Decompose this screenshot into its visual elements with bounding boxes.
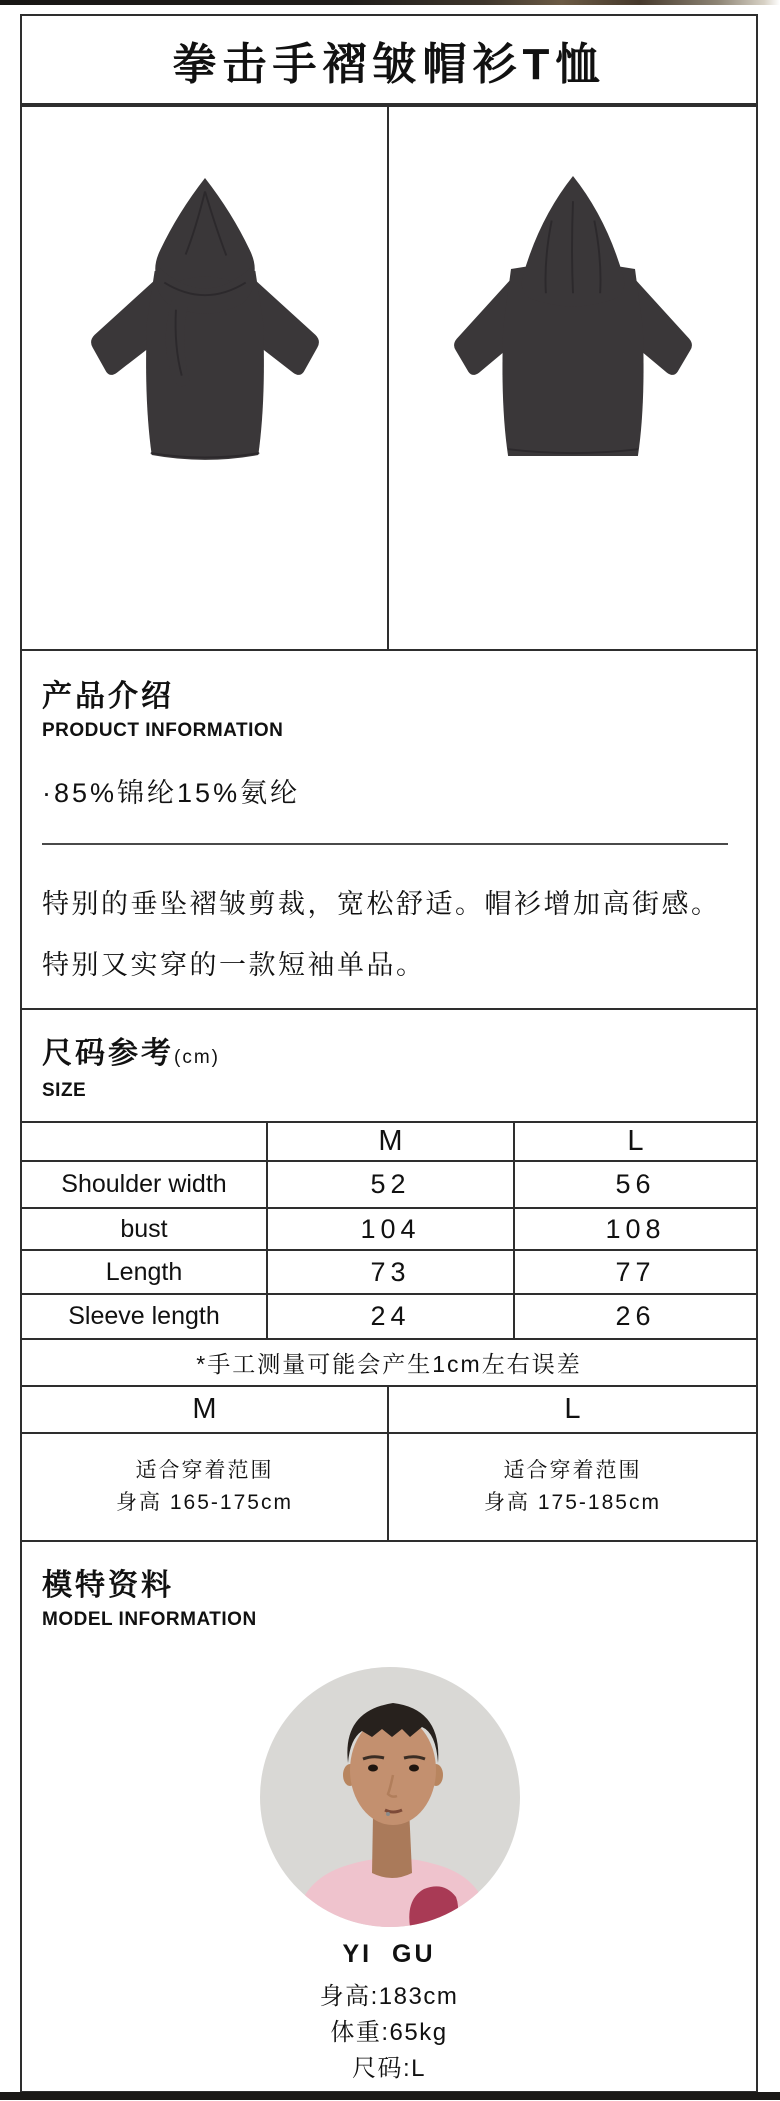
bottom-photo-strip [0, 2092, 780, 2100]
product-image-area [22, 107, 756, 651]
fit-col-header-m: M [22, 1387, 389, 1434]
size-heading-unit: (cm) [174, 1047, 220, 1068]
material-text: ·85%锦纶15%氨纶 [42, 778, 301, 808]
fit-table [22, 1387, 756, 1542]
model-height: 身高:183cm [319, 1983, 459, 2010]
row-label-shoulder: Shoulder width [22, 1162, 268, 1209]
bust-l-value: 108 [515, 1209, 756, 1251]
model-photo [260, 1667, 520, 1927]
product-title: 拳击手褶皱帽衫T恤 [172, 39, 606, 89]
row-label-bust: bust [22, 1209, 268, 1251]
model-name: YI GU [342, 1940, 436, 1968]
bust-m-value: 104 [268, 1209, 515, 1251]
product-image-front-cell [22, 107, 389, 649]
row-label-length: Length [22, 1251, 268, 1295]
fit-range-l [389, 1434, 756, 1542]
fit-col-header-l: L [389, 1387, 756, 1434]
top-photo-strip [0, 0, 780, 5]
size-heading-zh: 尺码参考(cm) [42, 1037, 220, 1070]
product-front-image [50, 162, 360, 502]
fit-range-l-line2: 身高 175-185cm [484, 1491, 661, 1514]
length-l-value: 77 [515, 1251, 756, 1295]
product-back-image [418, 162, 728, 502]
detail-container [20, 105, 758, 2093]
fit-range-m-line1: 适合穿着范围 [135, 1459, 274, 1482]
model-heading-en: MODEL INFORMATION [42, 1609, 257, 1630]
product-title-box [20, 14, 758, 105]
product-info-section [22, 651, 756, 1010]
size-heading-en: SIZE [42, 1080, 87, 1101]
row-label-sleeve: Sleeve length [22, 1295, 268, 1340]
fit-range-m [22, 1434, 389, 1542]
product-info-heading-en: PRODUCT INFORMATION [42, 720, 284, 741]
model-weight: 体重:65kg [330, 2019, 448, 2046]
measurement-note: *手工测量可能会产生1cm左右误差 [22, 1340, 756, 1387]
model-heading-zh: 模特资料 [42, 1569, 174, 1602]
shoulder-m-value: 52 [268, 1162, 515, 1209]
model-section [22, 1542, 756, 2101]
product-image-back-cell [389, 107, 756, 649]
sleeve-m-value: 24 [268, 1295, 515, 1340]
size-col-header-l: L [515, 1123, 756, 1162]
sleeve-l-value: 26 [515, 1295, 756, 1340]
size-table [22, 1121, 756, 1387]
description-line-2: 特别又实穿的一款短袖单品。 [42, 950, 426, 980]
size-col-header-m: M [268, 1123, 515, 1162]
product-info-heading-zh: 产品介绍 [42, 680, 174, 713]
fit-range-l-line1: 适合穿着范围 [503, 1459, 642, 1482]
shoulder-l-value: 56 [515, 1162, 756, 1209]
length-m-value: 73 [268, 1251, 515, 1295]
model-size: 尺码:L [351, 2055, 426, 2082]
size-section [22, 1010, 756, 1542]
description-line-1: 特别的垂坠褶皱剪裁，宽松舒适。帽衫增加高街感。 [42, 889, 721, 919]
info-divider [42, 843, 728, 845]
size-col-header-empty [22, 1123, 268, 1162]
model-portrait-image [260, 1667, 520, 1927]
fit-range-m-line2: 身高 165-175cm [116, 1491, 293, 1514]
